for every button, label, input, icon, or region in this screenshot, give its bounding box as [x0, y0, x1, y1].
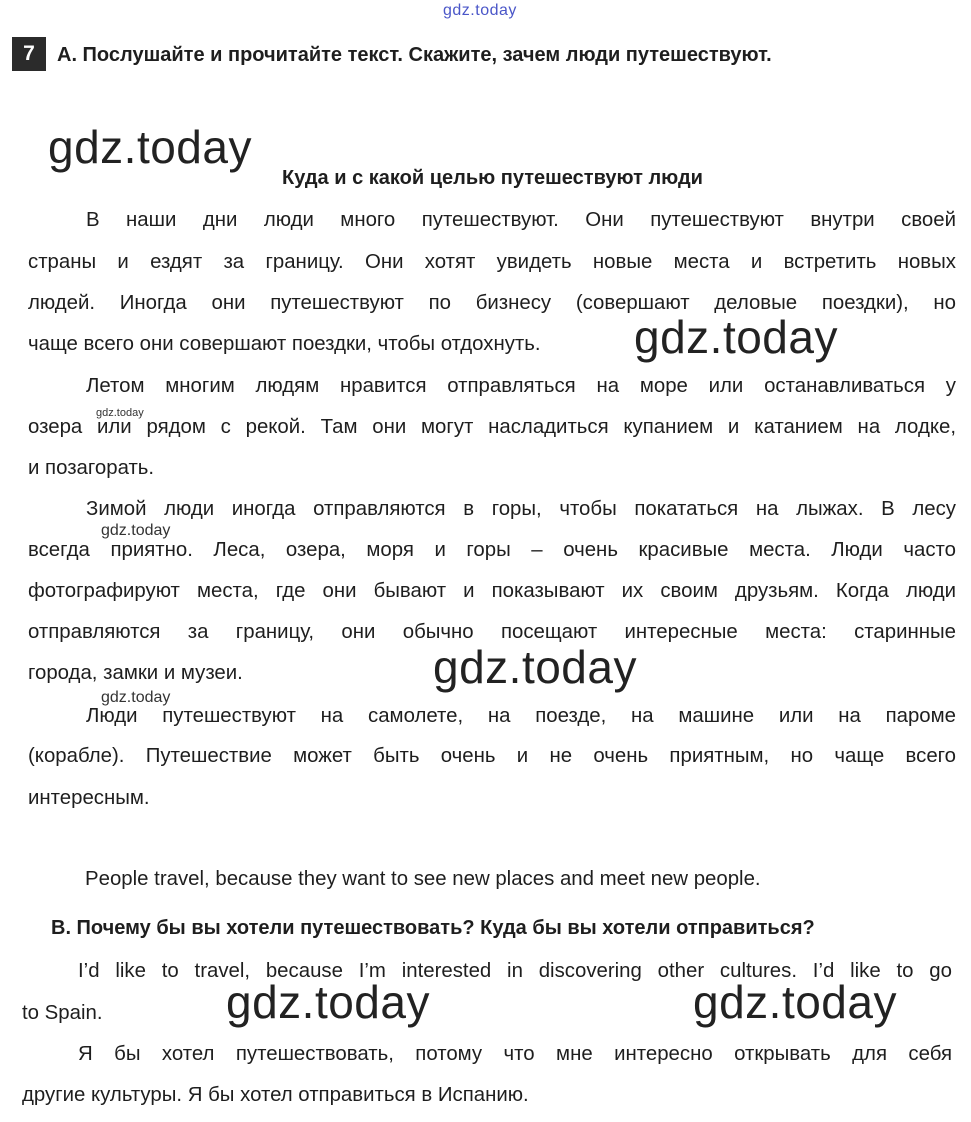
paragraph-line: В наши дни люди много путешествуют. Они путешествуют внутри своей	[86, 209, 956, 231]
answer-b-ru-line: другие культуры. Я бы хотел отправиться в Испанию.	[22, 1084, 529, 1106]
watermark: gdz.today	[693, 976, 897, 1028]
heading-a: A. Послушайте и прочитайте текст. Скажите, зачем люди путешествуют.	[57, 44, 772, 66]
answer-a: People travel, because they want to see new places and meet new people.	[85, 868, 761, 890]
watermark: gdz.today	[48, 121, 252, 173]
answer-b-en-line: I’d like to travel, because I’m interested in discovering other cultures. I’d like to go	[78, 960, 952, 982]
paragraph-line: Летом многим людям нравится отправляться на море или останавливаться у	[86, 375, 956, 397]
paragraph-line: Зимой люди иногда отправляются в горы, чтобы покататься на лыжах. В лесу	[86, 498, 956, 520]
watermark: gdz.today	[101, 689, 171, 706]
paragraph-line: всегда приятно. Леса, озера, моря и горы – очень красивые места. Люди часто	[28, 539, 956, 561]
watermark: gdz.today	[226, 976, 430, 1028]
watermark-top: gdz.today	[443, 2, 517, 19]
heading-b: B. Почему бы вы хотели путешествовать? Куда бы вы хотели отправиться?	[51, 917, 815, 939]
paragraph-line: людей. Иногда они путешествуют по бизнесу (совершают деловые поездки), но	[28, 292, 956, 314]
paragraph-line: и позагорать.	[28, 457, 155, 479]
exercise-number: 7	[12, 37, 46, 71]
paragraph-line: фотографируют места, где они бывают и показывают их своим друзьям. Когда люди	[28, 580, 956, 602]
watermark: gdz.today	[634, 311, 838, 363]
text-title: Куда и с какой целью путешествуют люди	[282, 167, 703, 189]
paragraph-line: страны и ездят за границу. Они хотят увидеть новые места и встретить новых	[28, 251, 956, 273]
paragraph-line: отправляются за границу, они обычно посещают интересные места: старинные	[28, 621, 956, 643]
paragraph-line: города, замки и музеи.	[28, 662, 243, 684]
answer-b-en-line: to Spain.	[22, 1002, 103, 1024]
watermark: gdz.today	[433, 641, 637, 693]
paragraph-line: озера или рядом с рекой. Там они могут насладиться купанием и катанием на лодке,	[28, 416, 956, 438]
watermark: gdz.today	[96, 407, 144, 419]
answer-b-ru-line: Я бы хотел путешествовать, потому что мне интересно открывать для себя	[78, 1043, 952, 1065]
paragraph-line: (корабле). Путешествие может быть очень и не очень приятным, но чаще всего	[28, 745, 956, 767]
paragraph-line: чаще всего они совершают поездки, чтобы отдохнуть.	[28, 333, 541, 355]
paragraph-line: интересным.	[28, 787, 150, 809]
watermark: gdz.today	[101, 522, 171, 539]
paragraph-line: Люди путешествуют на самолете, на поезде, на машине или на пароме	[86, 705, 956, 727]
